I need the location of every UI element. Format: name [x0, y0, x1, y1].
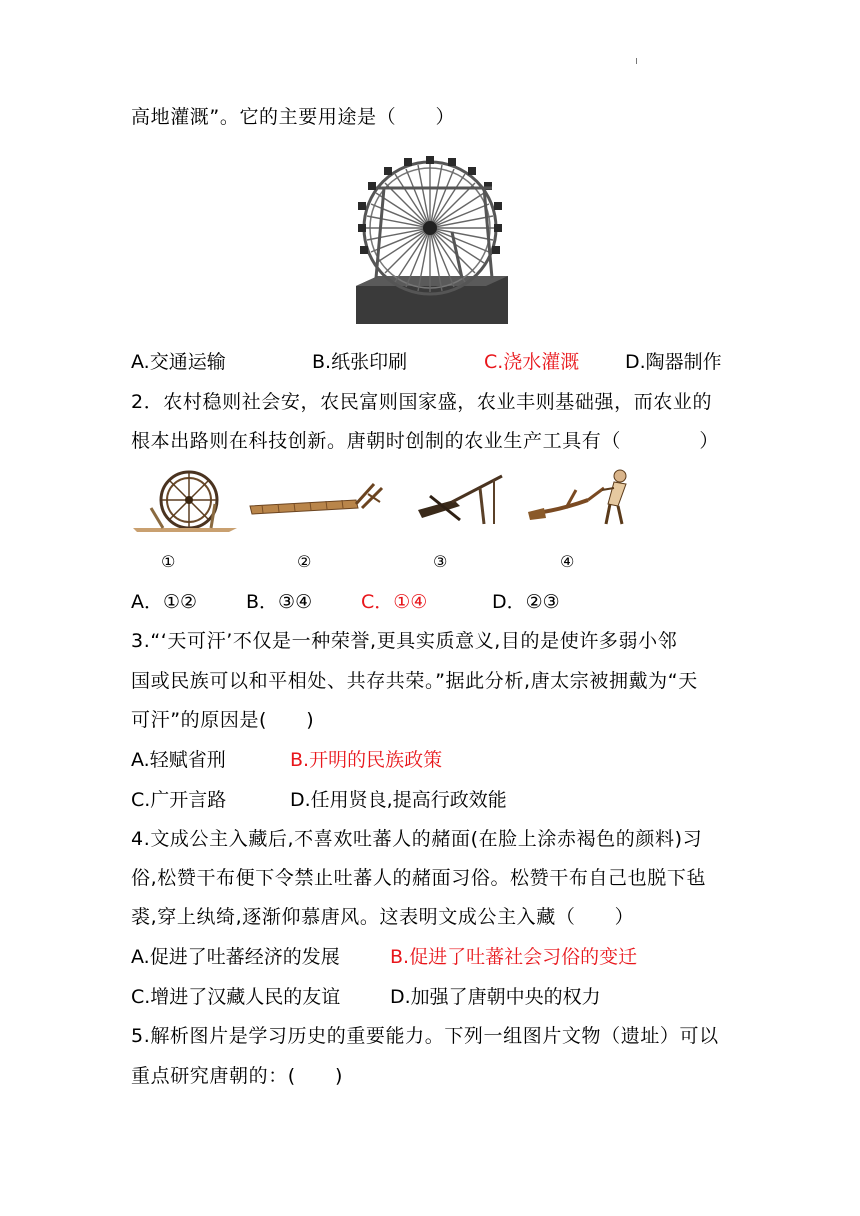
tool-label-1: ①: [161, 552, 176, 571]
q3-option-a[interactable]: A.轻赋省刑: [131, 749, 226, 771]
question-2-stem-line-1: 2．农村稳则社会安，农民富则国家盛，农业丰则基础强，而农业的: [131, 391, 713, 413]
q2-option-a[interactable]: A．①②: [131, 591, 198, 613]
question-3-stem-line-2: 国或民族可以和平相处、共存共荣。”据此分析,唐太宗被拥戴为“天: [131, 670, 698, 692]
tool-label-2: ②: [297, 552, 312, 571]
question-5-stem-line-2: 重点研究唐朝的：( ): [131, 1065, 344, 1087]
tool-image-4-farmer-plowing: [526, 462, 638, 528]
q2-option-b[interactable]: B．③④: [246, 591, 313, 613]
question-5-stem-line-1: 5.解析图片是学习历史的重要能力。下列一组图片文物（遗址）可以: [131, 1025, 719, 1047]
q2-option-d[interactable]: D．②③: [492, 591, 560, 613]
q1-option-d[interactable]: D.陶器制作: [625, 351, 722, 373]
question-1-stem: 高地灌溉”。它的主要用途是（ ）: [131, 106, 456, 128]
q4-option-a[interactable]: A.促进了吐蕃经济的发展: [131, 946, 340, 968]
tool-label-4: ④: [560, 552, 575, 571]
page-mark: [636, 58, 637, 64]
question-4-stem-line-2: 俗,松赞干布便下令禁止吐蕃人的赭面习俗。松赞干布自己也脱下毡: [131, 867, 707, 889]
tool-image-1-waterwheel: [133, 470, 237, 532]
q1-option-c-answer[interactable]: C.浇水灌溉: [484, 351, 580, 373]
question-3-stem-line-3: 可汗”的原因是( ): [131, 709, 315, 731]
q4-option-b-answer[interactable]: B.促进了吐蕃社会习俗的变迁: [390, 946, 638, 968]
tool-label-3: ③: [433, 552, 448, 571]
q1-option-b[interactable]: B.纸张印刷: [312, 351, 408, 373]
q4-option-d[interactable]: D.加强了唐朝中央的权力: [390, 986, 601, 1008]
q3-option-b-answer[interactable]: B.开明的民族政策: [290, 749, 443, 771]
tool-image-2-dragon-bone-pump: [248, 478, 388, 520]
q3-option-d[interactable]: D.任用贤良,提高行政效能: [290, 789, 507, 811]
question-4-stem-line-3: 裘,穿上纨绮,逐渐仰慕唐风。这表明文成公主入藏（ ）: [131, 906, 635, 928]
question-3-stem-line-1: 3.“‘天可汗’不仅是一种荣誉,更具实质意义,目的是使许多弱小邻: [131, 630, 678, 652]
question-4-stem-line-1: 4.文成公主入藏后,不喜欢吐蕃人的赭面(在脸上涂赤褐色的颜料)习: [131, 828, 703, 850]
water-wheel-image: [356, 148, 508, 324]
tool-image-3-curved-plow: [410, 470, 506, 526]
q3-option-c[interactable]: C.广开言路: [131, 789, 227, 811]
q1-option-a[interactable]: A.交通运输: [131, 351, 226, 373]
q2-option-c-answer[interactable]: C．①④: [361, 591, 428, 613]
q4-option-c[interactable]: C.增进了汉藏人民的友谊: [131, 986, 341, 1008]
question-2-stem-line-2: 根本出路则在科技创新。唐朝时创制的农业生产工具有（ ）: [131, 430, 720, 452]
